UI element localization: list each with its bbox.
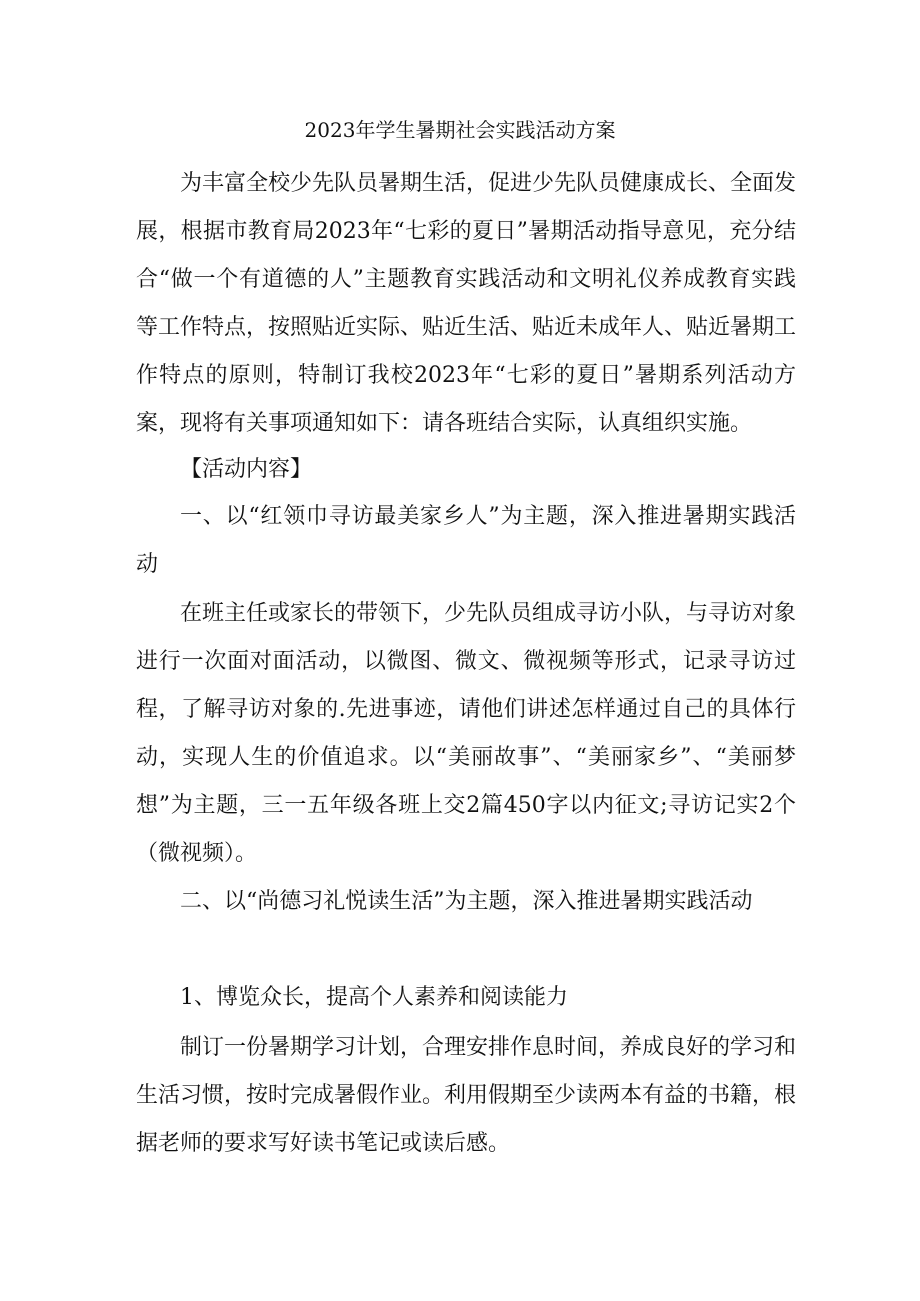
section-heading-activity-content: 【活动内容】 — [180, 457, 313, 482]
subsection-heading-reading: 1、博览众长，提高个人素养和阅读能力 — [180, 985, 568, 1010]
section-heading-one: 一、以“红领巾寻访最美家乡人”为主题，深入推进暑期实践活动 — [136, 504, 796, 577]
section-heading-two: 二、以“尚德习礼悦读生活”为主题，深入推进暑期实践活动 — [180, 889, 753, 914]
intro-paragraph: 为丰富全校少先队员暑期生活，促进少先队员健康成长、全面发展，根据市教育局2023年“七彩的夏日”暑期活动指导意见，充分结合“做一个有道德的人”主题教育实践活动和文明礼仪养成教育实践等工作特点，按照贴近实际、贴近生活、贴近未成年人、贴近暑期工作特点的原则，特制订我校2023年“七彩的夏日”暑期系列活动方案，现将有关事项通知如下：请各班结合实际，认真组织实施。 — [136, 171, 797, 436]
section-one-body: 在班主任或家长的带领下，少先队员组成寻访小队，与寻访对象进行一次面对面活动，以微图、微文、微视频等形式，记录寻访过程，了解寻访对象的.先进事迹，请他们讲述怎样通过自己的具体行动，实现人生的价值追求。以“美丽故事”、“美丽家乡”、“美丽梦想”为主题，三一五年级各班上交2篇450字以内征文;寻访记实2个（微视频）。 — [136, 601, 797, 866]
subsection-reading-body: 制订一份暑期学习计划，合理安排作息时间，养成良好的学习和生活习惯，按时完成暑假作业。利用假期至少读两本有益的书籍，根据老师的要求写好读书笔记或读后感。 — [136, 1035, 797, 1156]
document-title: 2023年学生暑期社会实践活动方案 — [304, 118, 616, 142]
